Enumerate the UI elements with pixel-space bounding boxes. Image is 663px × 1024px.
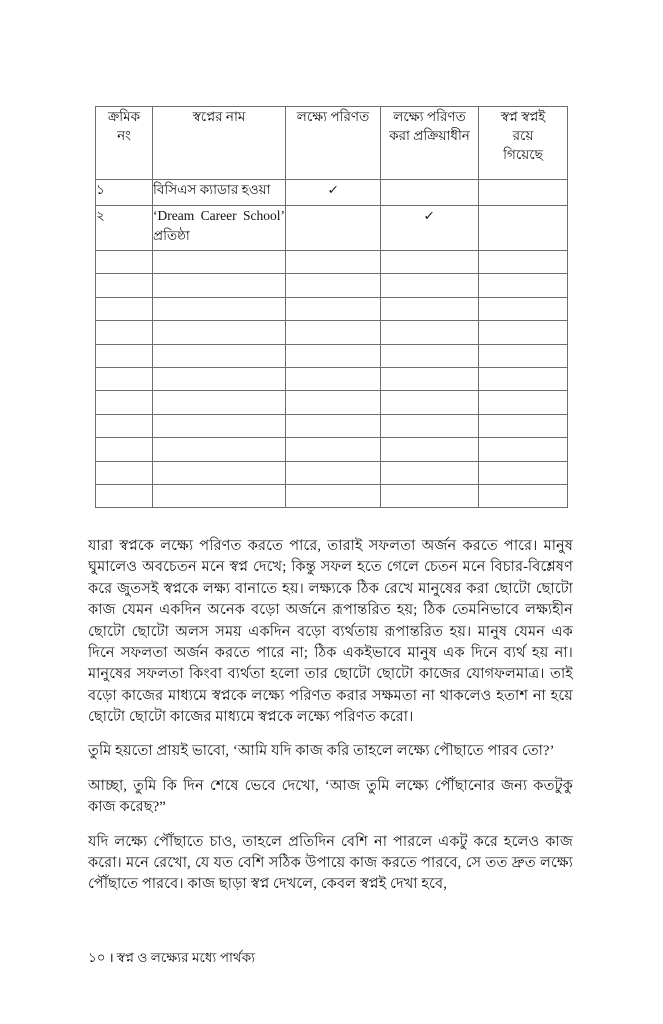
cell-still-dream[interactable] bbox=[479, 414, 568, 437]
table-header bbox=[96, 107, 568, 180]
dream-goal-table bbox=[95, 106, 568, 508]
cell-still-dream[interactable] bbox=[479, 206, 568, 251]
column-header-in-progress-line2: করা প্রক্রিয়াধীন bbox=[389, 128, 470, 144]
cell-serial[interactable] bbox=[96, 274, 153, 297]
cell-achieved[interactable] bbox=[286, 391, 381, 414]
table-row-empty[interactable] bbox=[96, 344, 568, 367]
cell-in-progress[interactable] bbox=[381, 206, 479, 251]
table-body bbox=[96, 180, 568, 508]
column-header-dream-name-line1: স্বপ্নের নাম bbox=[192, 109, 246, 124]
cell-achieved[interactable] bbox=[286, 484, 381, 507]
cell-still-dream[interactable] bbox=[479, 438, 568, 461]
cell-achieved[interactable] bbox=[286, 274, 381, 297]
cell-achieved[interactable] bbox=[286, 414, 381, 437]
cell-serial[interactable] bbox=[96, 414, 153, 437]
cell-dream-name[interactable] bbox=[153, 297, 286, 320]
paragraph-1: যারা স্বপ্নকে লক্ষ্যে পরিণত করতে পারে, তারাই সফলতা অর্জন করতে পারে। মানুষ ঘুমালেও অবচেতন মনে স্বপ্ন দেখে; কিন্তু সফল হতে গেলে চেতন মনে বিচার-বিশ্লেষণ করে জুতসই স্বপ্নকে লক্ষ্য বানাতে হয়। লক্ষ্যকে ঠিক রেখে মানুষের করা ছোটো ছোটো কাজ যেমন একদিন অনেক বড়ো অর্জনে রূপান্তরিত হয়; ঠিক তেমনিভাবে লক্ষ্যহীন ছোটো ছোটো অলস সময় একদিন বড়ো ব্যর্থতায় রূপান্তরিত হয়। মানুষ যেমন এক দিনে সফলতা অর্জন করতে পারে না; ঠিক একইভাবে মানুষ এক দিনে ব্যর্থ হয় না। মানুষের সফলতা কিংবা ব্যর্থতা হলো তার ছোটো ছোটো কাজের যোগফলমাত্র। তাই বড়ো কাজের মাধ্যমে স্বপ্নকে লক্ষ্যে পরিণত করার সক্ষমতা না থাকলেও হতাশ না হয়ে ছোটো ছোটো কাজের মাধ্যমে স্বপ্নকে লক্ষ্যে পরিণত করো। bbox=[88, 538, 573, 725]
footer-separator: । bbox=[108, 950, 114, 965]
chapter-title: স্বপ্ন ও লক্ষ্যের মধ্যে পার্থক্য bbox=[116, 950, 256, 965]
cell-in-progress[interactable] bbox=[381, 297, 479, 320]
cell-still-dream[interactable] bbox=[479, 297, 568, 320]
table-row-empty[interactable] bbox=[96, 321, 568, 344]
cell-serial: ১ bbox=[96, 180, 153, 206]
table-row-empty[interactable] bbox=[96, 484, 568, 507]
cell-achieved[interactable] bbox=[286, 206, 381, 251]
cell-achieved[interactable] bbox=[286, 180, 381, 206]
checkmark-icon: ✓ bbox=[326, 182, 340, 197]
cell-still-dream[interactable] bbox=[479, 344, 568, 367]
cell-still-dream[interactable] bbox=[479, 391, 568, 414]
table-row-empty[interactable] bbox=[96, 367, 568, 390]
cell-in-progress[interactable] bbox=[381, 180, 479, 206]
cell-achieved[interactable] bbox=[286, 367, 381, 390]
cell-serial[interactable] bbox=[96, 367, 153, 390]
cell-dream-name[interactable] bbox=[153, 321, 286, 344]
cell-dream-name[interactable] bbox=[153, 414, 286, 437]
cell-dream-name[interactable] bbox=[153, 461, 286, 484]
cell-in-progress[interactable] bbox=[381, 391, 479, 414]
cell-still-dream[interactable] bbox=[479, 367, 568, 390]
cell-in-progress[interactable] bbox=[381, 484, 479, 507]
table-row-empty[interactable] bbox=[96, 297, 568, 320]
cell-still-dream[interactable] bbox=[479, 321, 568, 344]
cell-in-progress[interactable] bbox=[381, 344, 479, 367]
cell-in-progress[interactable] bbox=[381, 461, 479, 484]
column-header-still-dream-line1: স্বপ্ন স্বপ্নই bbox=[500, 109, 546, 124]
cell-in-progress[interactable] bbox=[381, 251, 479, 274]
cell-serial[interactable] bbox=[96, 251, 153, 274]
table-row-empty[interactable] bbox=[96, 274, 568, 297]
cell-serial[interactable] bbox=[96, 321, 153, 344]
table-row-empty[interactable] bbox=[96, 461, 568, 484]
cell-achieved[interactable] bbox=[286, 461, 381, 484]
column-header-still-dream bbox=[479, 107, 568, 180]
cell-serial[interactable] bbox=[96, 438, 153, 461]
checkmark-icon: ✓ bbox=[423, 208, 436, 223]
table-row-empty[interactable] bbox=[96, 391, 568, 414]
cell-dream-name[interactable] bbox=[153, 391, 286, 414]
table-row-empty[interactable] bbox=[96, 438, 568, 461]
column-header-still-dream-line3: গিয়েছে bbox=[503, 147, 543, 163]
cell-still-dream[interactable] bbox=[479, 274, 568, 297]
column-header-serial bbox=[96, 107, 153, 180]
cell-in-progress[interactable] bbox=[381, 321, 479, 344]
body-text bbox=[88, 536, 573, 896]
cell-still-dream[interactable] bbox=[479, 461, 568, 484]
cell-dream-name[interactable] bbox=[153, 484, 286, 507]
cell-serial[interactable] bbox=[96, 391, 153, 414]
cell-dream-name[interactable]: বিসিএস ক্যাডার হওয়া bbox=[153, 180, 286, 206]
cell-dream-name[interactable]: ‘Dream Career School’ প্রতিষ্ঠা bbox=[153, 206, 286, 251]
cell-dream-name[interactable] bbox=[153, 251, 286, 274]
dream-goal-table-wrapper bbox=[95, 106, 567, 508]
cell-achieved[interactable] bbox=[286, 344, 381, 367]
column-header-still-dream-line2: রয়ে bbox=[512, 128, 534, 144]
cell-serial[interactable] bbox=[96, 484, 153, 507]
cell-in-progress[interactable] bbox=[381, 438, 479, 461]
cell-in-progress[interactable] bbox=[381, 367, 479, 390]
table-row[interactable] bbox=[96, 206, 568, 251]
cell-dream-name[interactable] bbox=[153, 274, 286, 297]
cell-dream-name[interactable] bbox=[153, 367, 286, 390]
cell-still-dream[interactable] bbox=[479, 180, 568, 206]
page-footer bbox=[88, 948, 573, 970]
table-row[interactable] bbox=[96, 180, 568, 206]
cell-in-progress[interactable] bbox=[381, 414, 479, 437]
cell-achieved[interactable] bbox=[286, 297, 381, 320]
table-row-empty[interactable] bbox=[96, 414, 568, 437]
cell-serial[interactable] bbox=[96, 461, 153, 484]
cell-achieved[interactable] bbox=[286, 321, 381, 344]
paragraph-4: যদি লক্ষ্যে পৌঁছাতে চাও, তাহলে প্রতিদিন বেশি না পারলে একটু করে হলেও কাজ করো। মনে রেখো, যে যত বেশি সঠিক উপায়ে কাজ করতে পারবে, সে তত দ্রুত লক্ষ্যে পৌঁছাতে পারবে। কাজ ছাড়া স্বপ্ন দেখলে, কেবল স্বপ্নই দেখা হবে, bbox=[88, 833, 573, 893]
column-header-achieved-line1: লক্ষ্যে পরিণত bbox=[296, 109, 370, 124]
cell-still-dream[interactable] bbox=[479, 484, 568, 507]
page-number: ১০ bbox=[88, 950, 106, 965]
cell-dream-name[interactable] bbox=[153, 344, 286, 367]
cell-achieved[interactable] bbox=[286, 251, 381, 274]
cell-dream-name[interactable] bbox=[153, 438, 286, 461]
cell-in-progress[interactable] bbox=[381, 274, 479, 297]
paragraph-2: তুমি হয়তো প্রায়ই ভাবো, ‘আমি যদি কাজ করি তাহলে লক্ষ্যে পৌছাতে পারব তো?’ bbox=[88, 743, 555, 760]
column-header-serial-line2: নং bbox=[117, 128, 131, 144]
cell-still-dream[interactable] bbox=[479, 251, 568, 274]
cell-achieved[interactable] bbox=[286, 438, 381, 461]
column-header-serial-line1: ক্রমিক bbox=[107, 109, 141, 124]
cell-serial[interactable] bbox=[96, 344, 153, 367]
column-header-in-progress-line1: লক্ষ্যে পরিণত bbox=[393, 109, 466, 124]
cell-serial: ২ bbox=[96, 206, 153, 251]
cell-serial[interactable] bbox=[96, 297, 153, 320]
paragraph-3: আচ্ছা, তুমি কি দিন শেষে ভেবে দেখো, ‘আজ তুমি লক্ষ্যে পৌঁছানোর জন্য কতটুকু কাজ করেছ?” bbox=[88, 777, 573, 816]
table-row-empty[interactable] bbox=[96, 251, 568, 274]
table-header-row bbox=[96, 107, 568, 180]
column-header-dream-name bbox=[153, 107, 286, 180]
column-header-in-progress bbox=[381, 107, 479, 180]
column-header-achieved bbox=[286, 107, 381, 180]
